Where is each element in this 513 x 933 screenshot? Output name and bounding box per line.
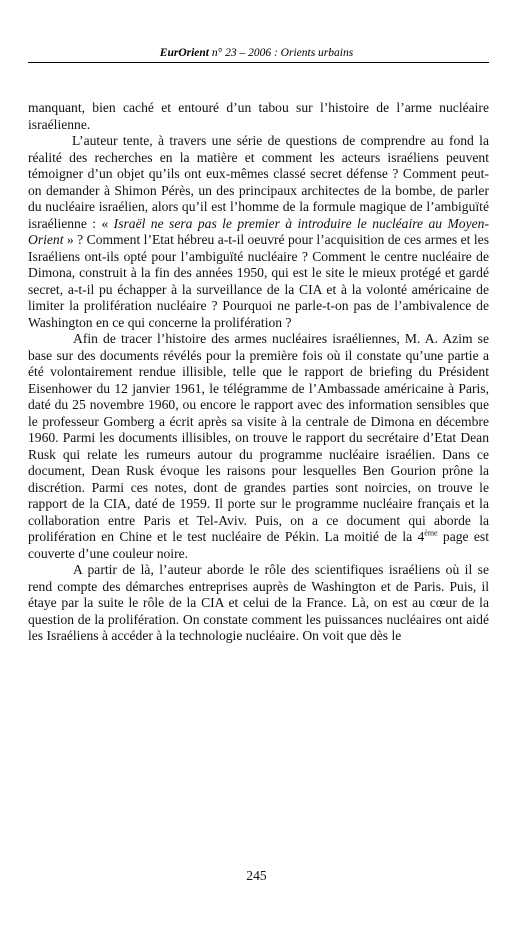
paragraph-3: [28, 331, 489, 562]
header-rule: [28, 62, 489, 63]
paragraph-2: [28, 133, 489, 331]
issue-info: n° 23 – 2006 : Orients urbains: [211, 47, 354, 59]
paragraph-3-start: Afin de tracer l’histoire des armes nucléaires israéliennes, M. A. Azim se base sur des documents révélés pour la première fois où il constate qu’une partie a été volontairement rendue illisible, telle que le rapport de briefing du Président Eisenhower du 12 janvier 1961, le télégramme de l’Ambassade américaine à Paris, daté du 25 novembre 1960, ou encore le rapport avec des information sensibles que le professeur Gomberg a écrit après sa visite à la centrale de Dimona en décembre 1960. Parmi les documents illisibles, on trouve le rapport du secrétaire d’Etat Dean Rusk qui relate les rumeurs autour du programme nucléaire israélien. Dans ce document, Dean Rusk évoque les raisons pour lesquelles Ben Gourion prône la discrétion. Parmi ces notes, dont de grandes parties sont noircies, on trouve le rapport de la CIA, daté de 1959. Il porte sur le programme nucléaire français et la collaboration entre Paris et Tel-Aviv. Puis, on a ce document qui aborde la prolifération en Chine et le test nucléaire de Pékin. La moitié de la 4: [28, 331, 489, 544]
paragraph-2-end: » ? Comment l’Etat hébreu a-t-il oeuvré pour l’acquisition de ces armes et les Israéliens ont-ils opté pour l’ambiguïté nucléaire ? Comment le centre nucléaire de Dimona, construit à la fin des années 1950, qui est le site le mieux protégé et gardé secret, a-t-il pu échapper à la surveillance de la CIA et à la volonté américaine de limiter la prolifération nucléaire ? Pourquoi ne parle-t-on pas de l’ambivalence de Washington en ce qui concerne la prolifération ?: [28, 232, 489, 330]
paragraph-3-end: page est couverte d’une couleur noire.: [28, 529, 489, 561]
journal-name: EurOrient: [159, 47, 209, 59]
body-text: [28, 100, 489, 645]
peres-quote: Israël ne sera pas le premier à introduire le nucléaire au Moyen-Orient: [28, 215, 489, 247]
page-number: 245: [246, 868, 267, 883]
ordinal-superscript: ème: [424, 528, 438, 538]
running-header: [0, 46, 513, 60]
paragraph-4: A partir de là, l’auteur aborde le rôle des scientifiques israéliens où il se rend compte des démarches entreprises auprès de Washington et de Paris. Puis, il étaye par la suite le rôle de la CIA et celui de la France. Là, on est au cœur de la question de la prolifération. On constate comment les puissances nucléaires ont aidé les Israéliens à accéder à la technologie nucléaire. On voit que dès le: [28, 562, 489, 643]
paragraph-1: manquant, bien caché et entouré d’un tabou sur l’histoire de l’arme nucléaire israélienne.: [28, 100, 489, 132]
paragraph-2-start: L’auteur tente, à travers une série de questions de comprendre au fond la réalité des recherches en la matière et comment les acteurs israéliens peuvent témoigner d’un objet qu’ils ont eux-mêmes classé secret défense ? Comment peut-on demander à Shimon Pérès, un des principaux architectes de la bombe, de parler du nucléaire israélien, alors qu’il est l’homme de la formule magique de l’ambiguïté israélienne : «: [28, 133, 489, 231]
